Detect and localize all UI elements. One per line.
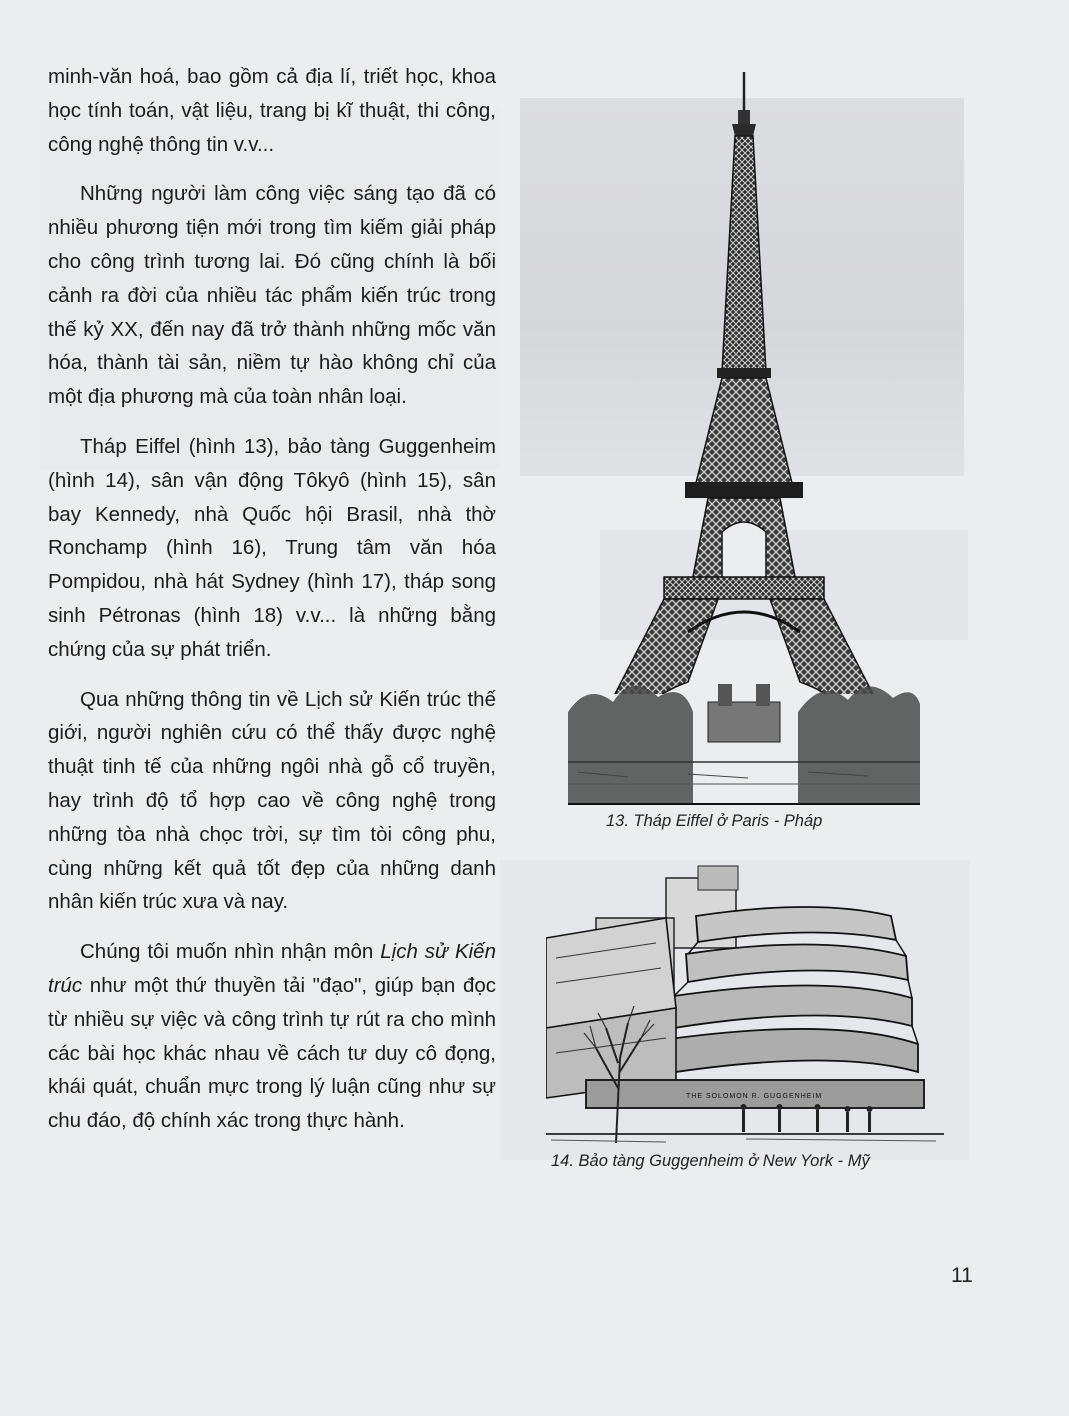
guggenheim-facade-lettering: THE SOLOMON R. GUGGENHEIM: [686, 1093, 823, 1100]
paragraph-5: [48, 935, 496, 1138]
paragraph-5-end: như một thứ thuyền tải "đạo", giúp bạn đọc từ nhiều sự việc và công trình tự rút ra cho mình các bài học khác nhau về cách tư duy cô đọng, khái quát, chuẩn mực trong lý luận cũng như sự chu đáo, độ chính xác trong thực hành.: [48, 973, 496, 1133]
paragraph-3: Tháp Eiffel (hình 13), bảo tàng Guggenheim (hình 14), sân vận động Tôkyô (hình 15), sân bay Kennedy, nhà Quốc hội Brasil, nhà thờ Ronchamp (hình 16), Trung tâm văn hóa Pompidou, nhà hát Sydney (hình 17), tháp song sinh Pétronas (hình 18) v.v... là những bằng chứng của sự phát triển.: [48, 434, 496, 661]
paragraph-4: Qua những thông tin về Lịch sử Kiến trúc thế giới, người nghiên cứu có thể thấy được nghệ thuật tinh tế của những ngôi nhà gỗ cổ truyền, hay trình độ tổ hợp cao về công nghệ trong những tòa nhà chọc trời, sự tìm tòi công phu, cùng những kết quả tốt đẹp của những danh nhân kiến trúc xưa và nay.: [48, 687, 496, 914]
guggenheim-museum-illustration: [546, 858, 944, 1148]
figure-14-caption: 14. Bảo tàng Guggenheim ở New York - Mỹ: [551, 1152, 870, 1170]
paragraph-5-italic-title: Lịch sử Kiến trúc: [48, 940, 496, 997]
figure-13-caption: 13. Tháp Eiffel ở Paris - Pháp: [606, 812, 823, 830]
body-text-column: [48, 60, 496, 1154]
paragraph-1: minh-văn hoá, bao gồm cả địa lí, triết học, khoa học tính toán, vật liệu, trang bị kĩ thuật, thi công, công nghệ thông tin v.v...: [48, 65, 496, 156]
page-number: 11: [951, 1264, 973, 1287]
paragraph-2: Những người làm công việc sáng tạo đã có nhiều phương tiện mới trong tìm kiếm giải pháp cho công trình tương lai. Đó cũng chính là bối cảnh ra đời của nhiều tác phẩm kiến trúc trong thế kỷ XX, đến nay đã trở thành những mốc văn hóa, thành tài sản, niềm tự hào không chỉ của một địa phương mà của toàn nhân loại.: [48, 182, 496, 409]
paragraph-5-start: Chúng tôi muốn nhìn nhận môn: [80, 940, 381, 964]
eiffel-tower-illustration: [568, 72, 920, 807]
